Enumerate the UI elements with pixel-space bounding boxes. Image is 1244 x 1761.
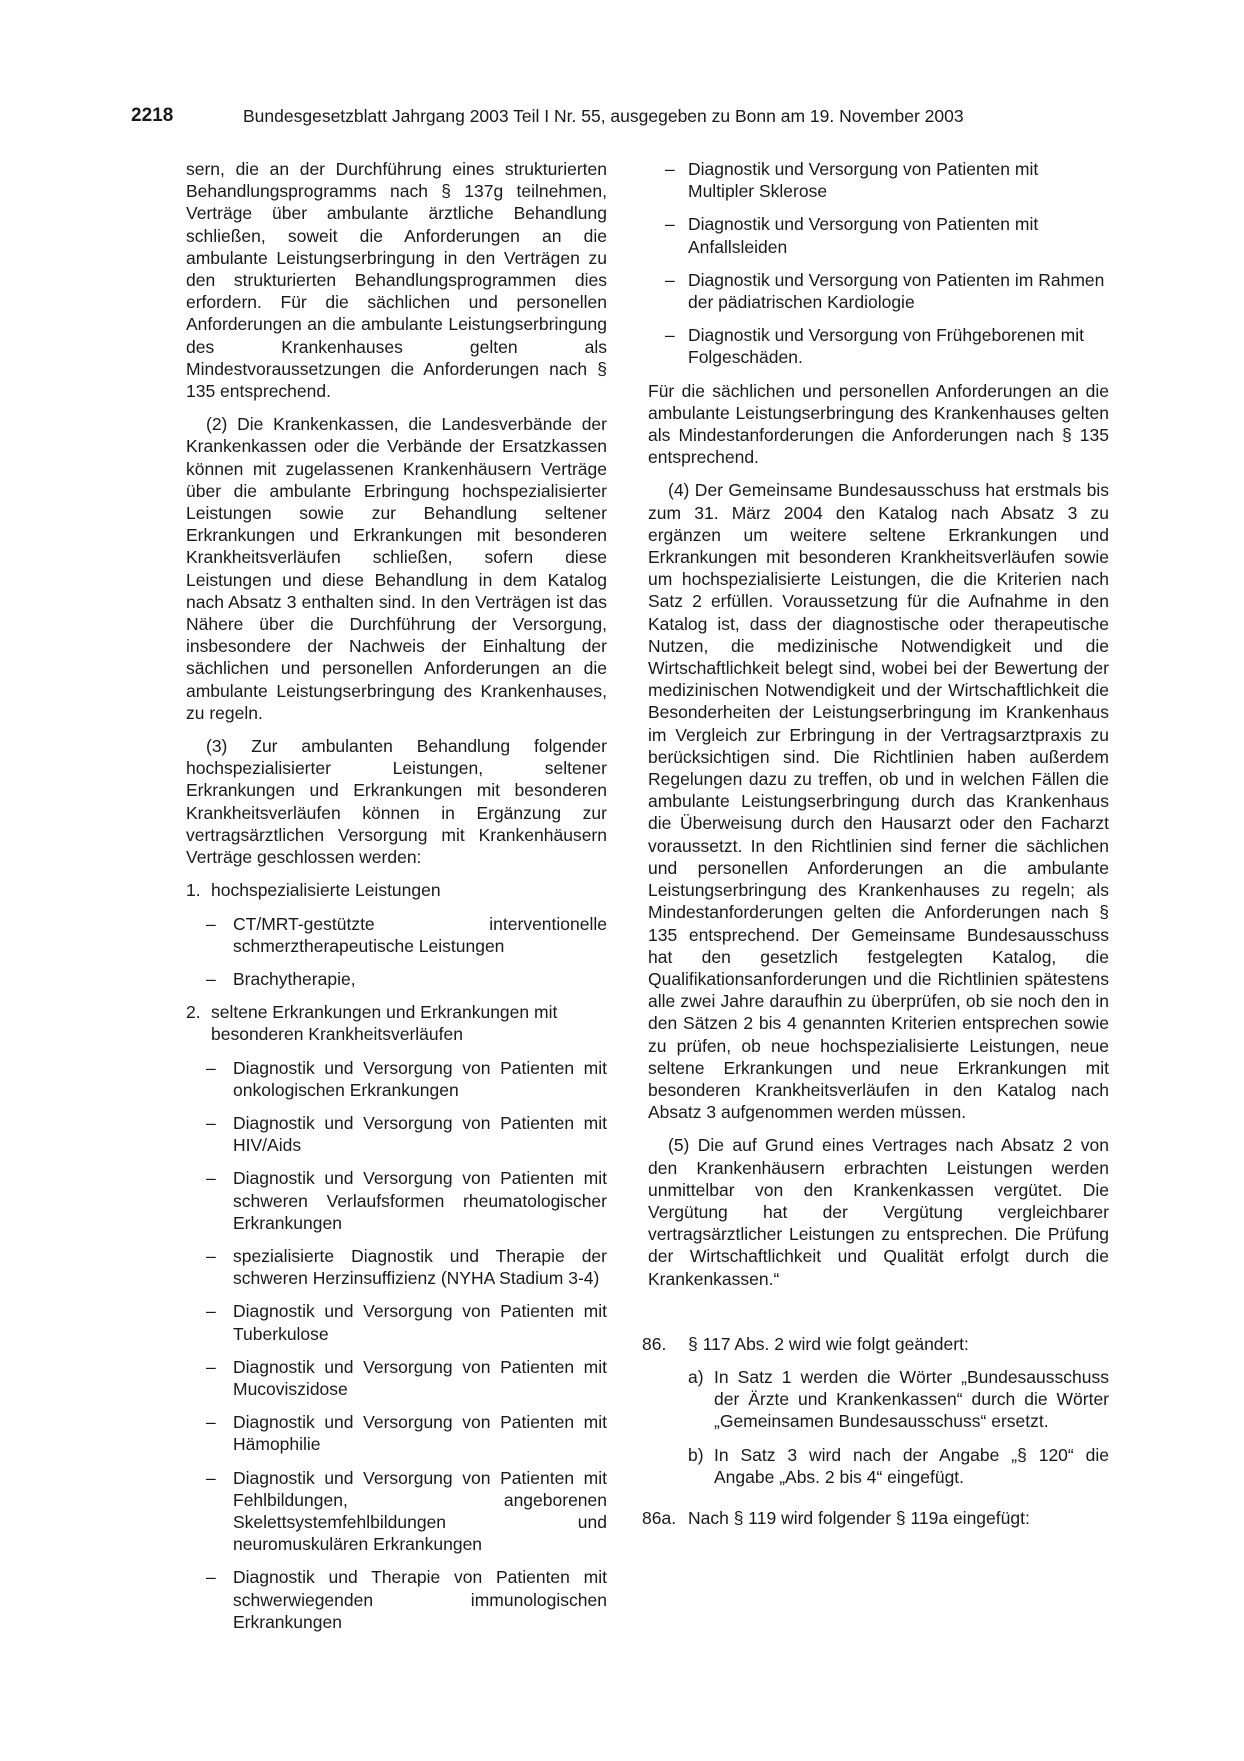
sub-item-a	[688, 1366, 1109, 1433]
dash-item-text: Diagnostik und Versorgung von Patienten mit Tuberkulose	[233, 1301, 607, 1344]
dash-marker: –	[206, 1301, 216, 1322]
sub-item-text: In Satz 1 werden die Wörter „Bundesausschuss der Ärzte und Krankenkassen“ durch die Wörter „Gemeinsamen Bundesausschuss“ ersetzt.	[714, 1366, 1109, 1432]
list-item-text: seltene Erkrankungen und Erkrankungen mit besonderen Krankheitsverläufen	[211, 1002, 558, 1045]
list-number: 1.	[186, 880, 201, 901]
dash-marker: –	[206, 1356, 216, 1377]
paragraph-continuation: sern, die an der Durchführung eines strukturierten Behandlungsprogramms nach § 137g teilnehmen, Verträge über ambulante ärztliche Behandlung schließen, soweit die Anforderungen an die ambulante Leistungserbringung in den Verträgen zu den strukturierten Behandlungsprogrammen dies erfordern. Für die sächlichen und personellen Anforderungen an die ambulante Leistungserbringung des Krankenhauses gelten als Mindestvoraussetzungen die Anforderungen nach § 135 entsprechend.	[186, 159, 607, 402]
section-86a	[642, 1507, 1109, 1529]
dash-marker: –	[665, 159, 675, 179]
dash-marker: –	[665, 269, 675, 290]
dash-item	[186, 913, 607, 957]
section-number: 86a.	[642, 1507, 677, 1528]
dash-marker: –	[206, 1412, 216, 1433]
paragraph-abs-4: (4) Der Gemeinsame Bundesausschuss hat erstmals bis zum 31. März 2004 den Katalog nach Absatz 3 zu ergänzen um weitere seltene Erkrankungen und Erkrankungen mit besonderen Krankheitsverläufen sowie um hochspezialisierte Leistungen, die die Kriterien nach Satz 2 erfüllen. Voraussetzung für die Aufnahme in den Katalog ist, dass der diagnostische oder therapeutische Nutzen, die medizinische Notwendigkeit und die Wirtschaftlichkeit belegt sind, wobei bei der Bewertung der medizinischen Notwendigkeit und der Wirtschaftlichkeit die Besonderheiten der Leistungserbringung im Krankenhaus im Vergleich zur Erbringung in der Vertragsarztpraxis zu berücksichtigen sind. Die Richtlinien haben außerdem Regelungen dazu zu treffen, ob und in welchen Fällen die ambulante Leistungserbringung durch das Krankenhaus die Überweisung durch den Hausarzt oder den Facharzt voraussetzt. In den Richtlinien sind ferner die sächlichen und personellen Anforderungen an die ambulante Leistungserbringung des Krankenhauses zu regeln; als Mindestanforderungen gelten die Anforderungen nach § 135 entsprechend. Der Gemeinsame Bundesausschuss hat den gesetzlich festgelegten Katalog, die Qualifikationsanforderungen und die Richtlinien spätestens alle zwei Jahre daraufhin zu überprüfen, ob sie noch den in den Sätzen 2 bis 4 genannten Kriterien entsprechen sowie zu prüfen, ob neue hochspezialisierte Leistungen, neue seltene Erkrankungen und neue Erkrankungen mit besonderen Krankheitsverläufen in den Katalog nach Absatz 3 aufgenommen werden müssen.	[648, 480, 1109, 1123]
dash-item	[186, 1300, 607, 1344]
dash-item-text: CT/MRT-gestützte interventionelle schmerztherapeutische Leistungen	[233, 913, 607, 956]
dash-item	[648, 158, 1109, 202]
dash-marker: –	[206, 1112, 216, 1133]
dash-item-text: Diagnostik und Versorgung von Frühgeborenen mit Folgeschäden.	[688, 325, 1084, 368]
sub-item-text: In Satz 3 wird nach der Angabe „§ 120“ die Angabe „Abs. 2 bis 4“ eingefügt.	[714, 1444, 1109, 1487]
dash-item	[186, 968, 607, 990]
dash-item-text: Diagnostik und Versorgung von Patienten mit Hämophilie	[233, 1412, 607, 1455]
dash-marker: –	[206, 1057, 216, 1078]
dash-marker: –	[206, 1467, 216, 1488]
dash-marker: –	[206, 1168, 216, 1189]
dash-item-text: Diagnostik und Versorgung von Patienten mit schweren Verlaufsformen rheumatologischer Erkrankungen	[233, 1168, 607, 1233]
dash-item	[186, 1411, 607, 1455]
dash-marker: –	[665, 325, 675, 346]
section-text: § 117 Abs. 2 wird wie folgt geändert:	[688, 1333, 969, 1354]
dash-marker: –	[206, 1245, 216, 1266]
sub-item-b	[688, 1444, 1109, 1488]
paragraph-abs-5: (5) Die auf Grund eines Vertrages nach Absatz 2 von den Krankenhäusern erbrachten Leistungen werden unmittelbar von den Krankenkassen vergütet. Die Vergütung hat der Vergütung vergleichbarer vertragsärztlicher Leistungen zu entsprechen. Die Prüfung der Wirtschaftlichkeit und Qualität erfolgt durch die Krankenkassen.“	[648, 1135, 1109, 1289]
paragraph-abs-2: (2) Die Krankenkassen, die Landesverbände der Krankenkassen oder die Verbände der Ersatzkassen können mit zugelassenen Krankenhäusern Verträge über die ambulante Erbringung hochspezialisierter Leistungen sowie zur Behandlung seltener Erkrankungen und Erkrankungen mit besonderen Krankheitsverläufen schließen, sofern diese Leistungen und diese Behandlung in dem Katalog nach Absatz 3 enthalten sind. In den Verträgen ist das Nähere über die Durchführung der Versorgung, insbesondere der Nachweis der Einhaltung der sächlichen und personellen Anforderungen an die ambulante Leistungserbringung des Krankenhauses, zu regeln.	[186, 414, 607, 723]
paragraph-requirements: Für die sächlichen und personellen Anforderungen an die ambulante Leistungserbringung des Krankenhauses gelten als Mindestanforderungen die Anforderungen nach § 135 entsprechend.	[648, 380, 1109, 468]
sub-item-label: b)	[688, 1444, 704, 1465]
dash-item	[648, 324, 1109, 368]
list-item-2	[186, 1001, 607, 1045]
dash-item-text: Diagnostik und Versorgung von Patienten mit HIV/Aids	[233, 1112, 607, 1156]
dash-item	[186, 1057, 607, 1101]
dash-item	[648, 213, 1109, 257]
list-number: 2.	[186, 1002, 201, 1023]
list-item-1	[186, 879, 607, 901]
dash-item-text: Diagnostik und Versorgung von Patienten mit Fehlbildungen, angeborenen Skelettsystemfehlbildungen und neuromuskulären Erkrankungen	[233, 1467, 607, 1555]
dash-item-text: Brachytherapie,	[233, 968, 356, 989]
dash-item-text: Diagnostik und Versorgung von Patienten mit onkologischen Erkrankungen	[233, 1057, 607, 1100]
dash-item-text: Diagnostik und Versorgung von Patienten mit Anfallsleiden	[688, 214, 1039, 257]
left-column	[186, 158, 607, 1644]
dash-item	[186, 1467, 607, 1556]
dash-item-text: Diagnostik und Versorgung von Patienten mit Mucoviszidose	[233, 1356, 607, 1399]
right-column	[642, 158, 1109, 1540]
dash-marker: –	[206, 913, 216, 934]
dash-item	[186, 1566, 607, 1633]
section-number: 86.	[642, 1333, 667, 1354]
dash-item-text: Diagnostik und Versorgung von Patienten im Rahmen der pädiatrischen Kardiologie	[688, 269, 1105, 313]
dash-item	[186, 1356, 607, 1400]
dash-item	[186, 1245, 607, 1289]
header-title: Bundesgesetzblatt Jahrgang 2003 Teil I Nr. 55, ausgegeben zu Bonn am 19. November 2003	[243, 106, 964, 126]
dash-marker: –	[206, 1567, 216, 1588]
dash-item-text: Diagnostik und Versorgung von Patienten mit Multipler Sklerose	[688, 159, 1039, 202]
paragraph-abs-3: (3) Zur ambulanten Behandlung folgender hochspezialisierter Leistungen, seltener Erkrankungen und Erkrankungen mit besonderen Krankheitsverläufen können in Ergänzung zur vertragsärztlichen Versorgung mit Krankenhäusern Verträge geschlossen werden:	[186, 736, 607, 868]
dash-item	[186, 1167, 607, 1234]
dash-item	[648, 269, 1109, 313]
sub-item-label: a)	[688, 1366, 704, 1387]
section-text: Nach § 119 wird folgender § 119a eingefügt:	[688, 1507, 1030, 1528]
dash-item-text: spezialisierte Diagnostik und Therapie der schweren Herzinsuffizienz (NYHA Stadium 3-4)	[233, 1245, 607, 1289]
dash-marker: –	[206, 968, 216, 989]
section-86	[642, 1333, 1109, 1355]
dash-item-text: Diagnostik und Therapie von Patienten mit schwerwiegenden immunologischen Erkrankungen	[233, 1567, 607, 1632]
dash-marker: –	[665, 214, 675, 235]
dash-item	[186, 1112, 607, 1156]
page-number: 2218	[131, 105, 174, 126]
list-item-text: hochspezialisierte Leistungen	[211, 880, 441, 901]
